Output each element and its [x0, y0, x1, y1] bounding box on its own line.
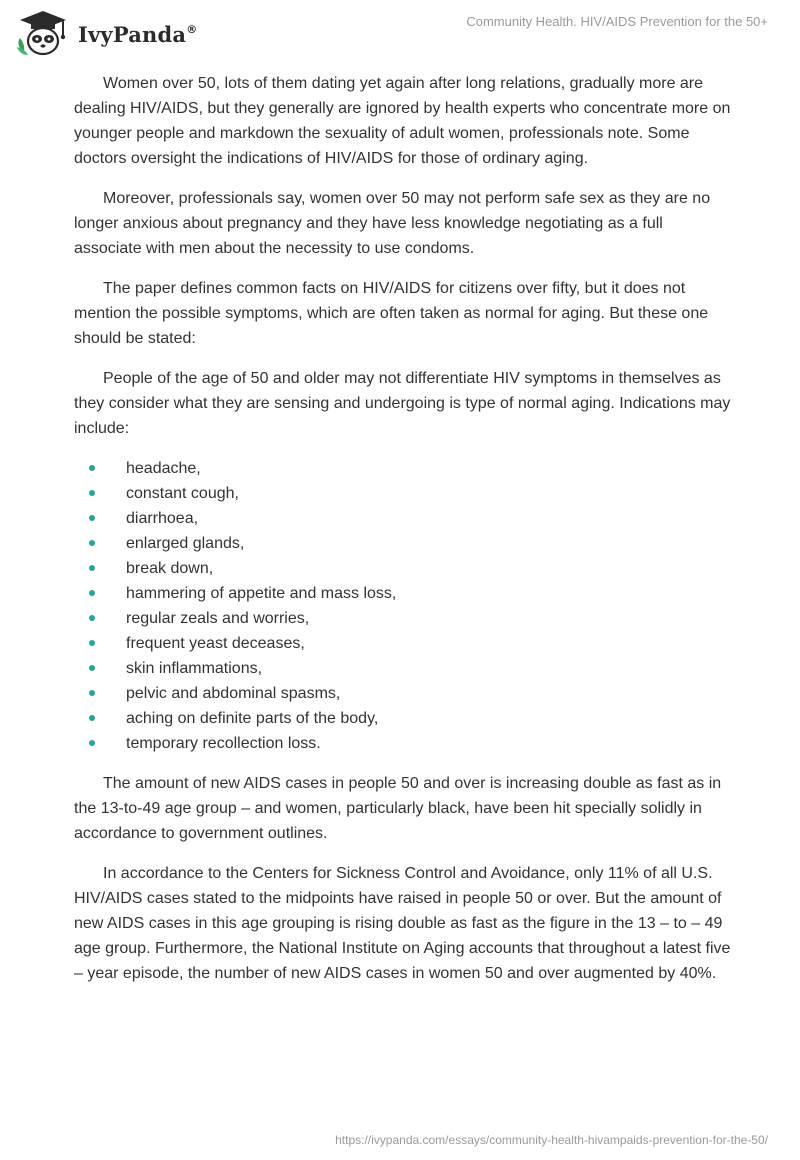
- running-title: Community Health. HIV/AIDS Prevention for the 50+: [466, 14, 768, 29]
- list-item: temporary recollection loss.: [74, 731, 734, 756]
- panda-graduate-icon: [14, 8, 72, 60]
- bullet-icon: [89, 690, 95, 696]
- article-body: [74, 71, 734, 1001]
- list-item: diarrhoea,: [74, 506, 734, 531]
- bullet-icon: [89, 565, 95, 571]
- paragraph: Women over 50, lots of them dating yet again after long relations, gradually more are dealing HIV/AIDS, but they generally are ignored by health experts who concentrate more on younger people and markdown the sexuality of adult women, professionals note. Some doctors oversight the indications of HIV/AIDS for those of ordinary aging.: [74, 75, 731, 167]
- list-item: constant cough,: [74, 481, 734, 506]
- brand-name: IvyPanda®: [78, 21, 198, 47]
- bullet-icon: [89, 715, 95, 721]
- paragraph: The amount of new AIDS cases in people 50 and over is increasing double as fast as in the 13-to-49 age group – and women, particularly black, have been hit specially solidly in accordance to government outlines.: [74, 775, 722, 842]
- bullet-icon: [89, 490, 95, 496]
- list-item: break down,: [74, 556, 734, 581]
- brand-logo[interactable]: [14, 8, 197, 60]
- paragraph: In accordance to the Centers for Sickness Control and Avoidance, only 11% of all U.S. HIV/AIDS cases stated to the midpoints have raised in people 50 or over. But the amount of new AIDS cases in this age grouping is rising double as fast as the figure in the 13 – to – 49 age group. Furthermore, the National Institute on Aging accounts that throughout a latest five – year episode, the number of new AIDS cases in women 50 and over augmented by 40%.: [74, 865, 731, 982]
- symptom-list: [74, 456, 734, 756]
- page-header: [0, 0, 800, 70]
- bullet-icon: [89, 515, 95, 521]
- registered-mark: ®: [186, 22, 198, 36]
- bullet-icon: [89, 640, 95, 646]
- paragraph: People of the age of 50 and older may not differentiate HIV symptoms in themselves as they consider what they are sensing and undergoing is type of normal aging. Indications may include:: [74, 370, 731, 437]
- bullet-icon: [89, 665, 95, 671]
- bullet-icon: [89, 740, 95, 746]
- source-url[interactable]: https://ivypanda.com/essays/community-health-hivampaids-prevention-for-the-50/: [335, 1133, 768, 1147]
- bullet-icon: [89, 465, 95, 471]
- paragraph: Moreover, professionals say, women over 50 may not perform safe sex as they are no longer anxious about pregnancy and they have less knowledge negotiating as a full associate with men about the necessity to use condoms.: [74, 190, 711, 257]
- list-item: aching on definite parts of the body,: [74, 706, 734, 731]
- bullet-icon: [89, 590, 95, 596]
- list-item: regular zeals and worries,: [74, 606, 734, 631]
- paragraph: The paper defines common facts on HIV/AIDS for citizens over fifty, but it does not mention the possible symptoms, which are often taken as normal for aging. But these one should be stated:: [74, 280, 709, 347]
- list-item: skin inflammations,: [74, 656, 734, 681]
- list-item: enlarged glands,: [74, 531, 734, 556]
- list-item: frequent yeast deceases,: [74, 631, 734, 656]
- list-item: pelvic and abdominal spasms,: [74, 681, 734, 706]
- list-item: headache,: [74, 456, 734, 481]
- list-item: hammering of appetite and mass loss,: [74, 581, 734, 606]
- bullet-icon: [89, 615, 95, 621]
- bullet-icon: [89, 540, 95, 546]
